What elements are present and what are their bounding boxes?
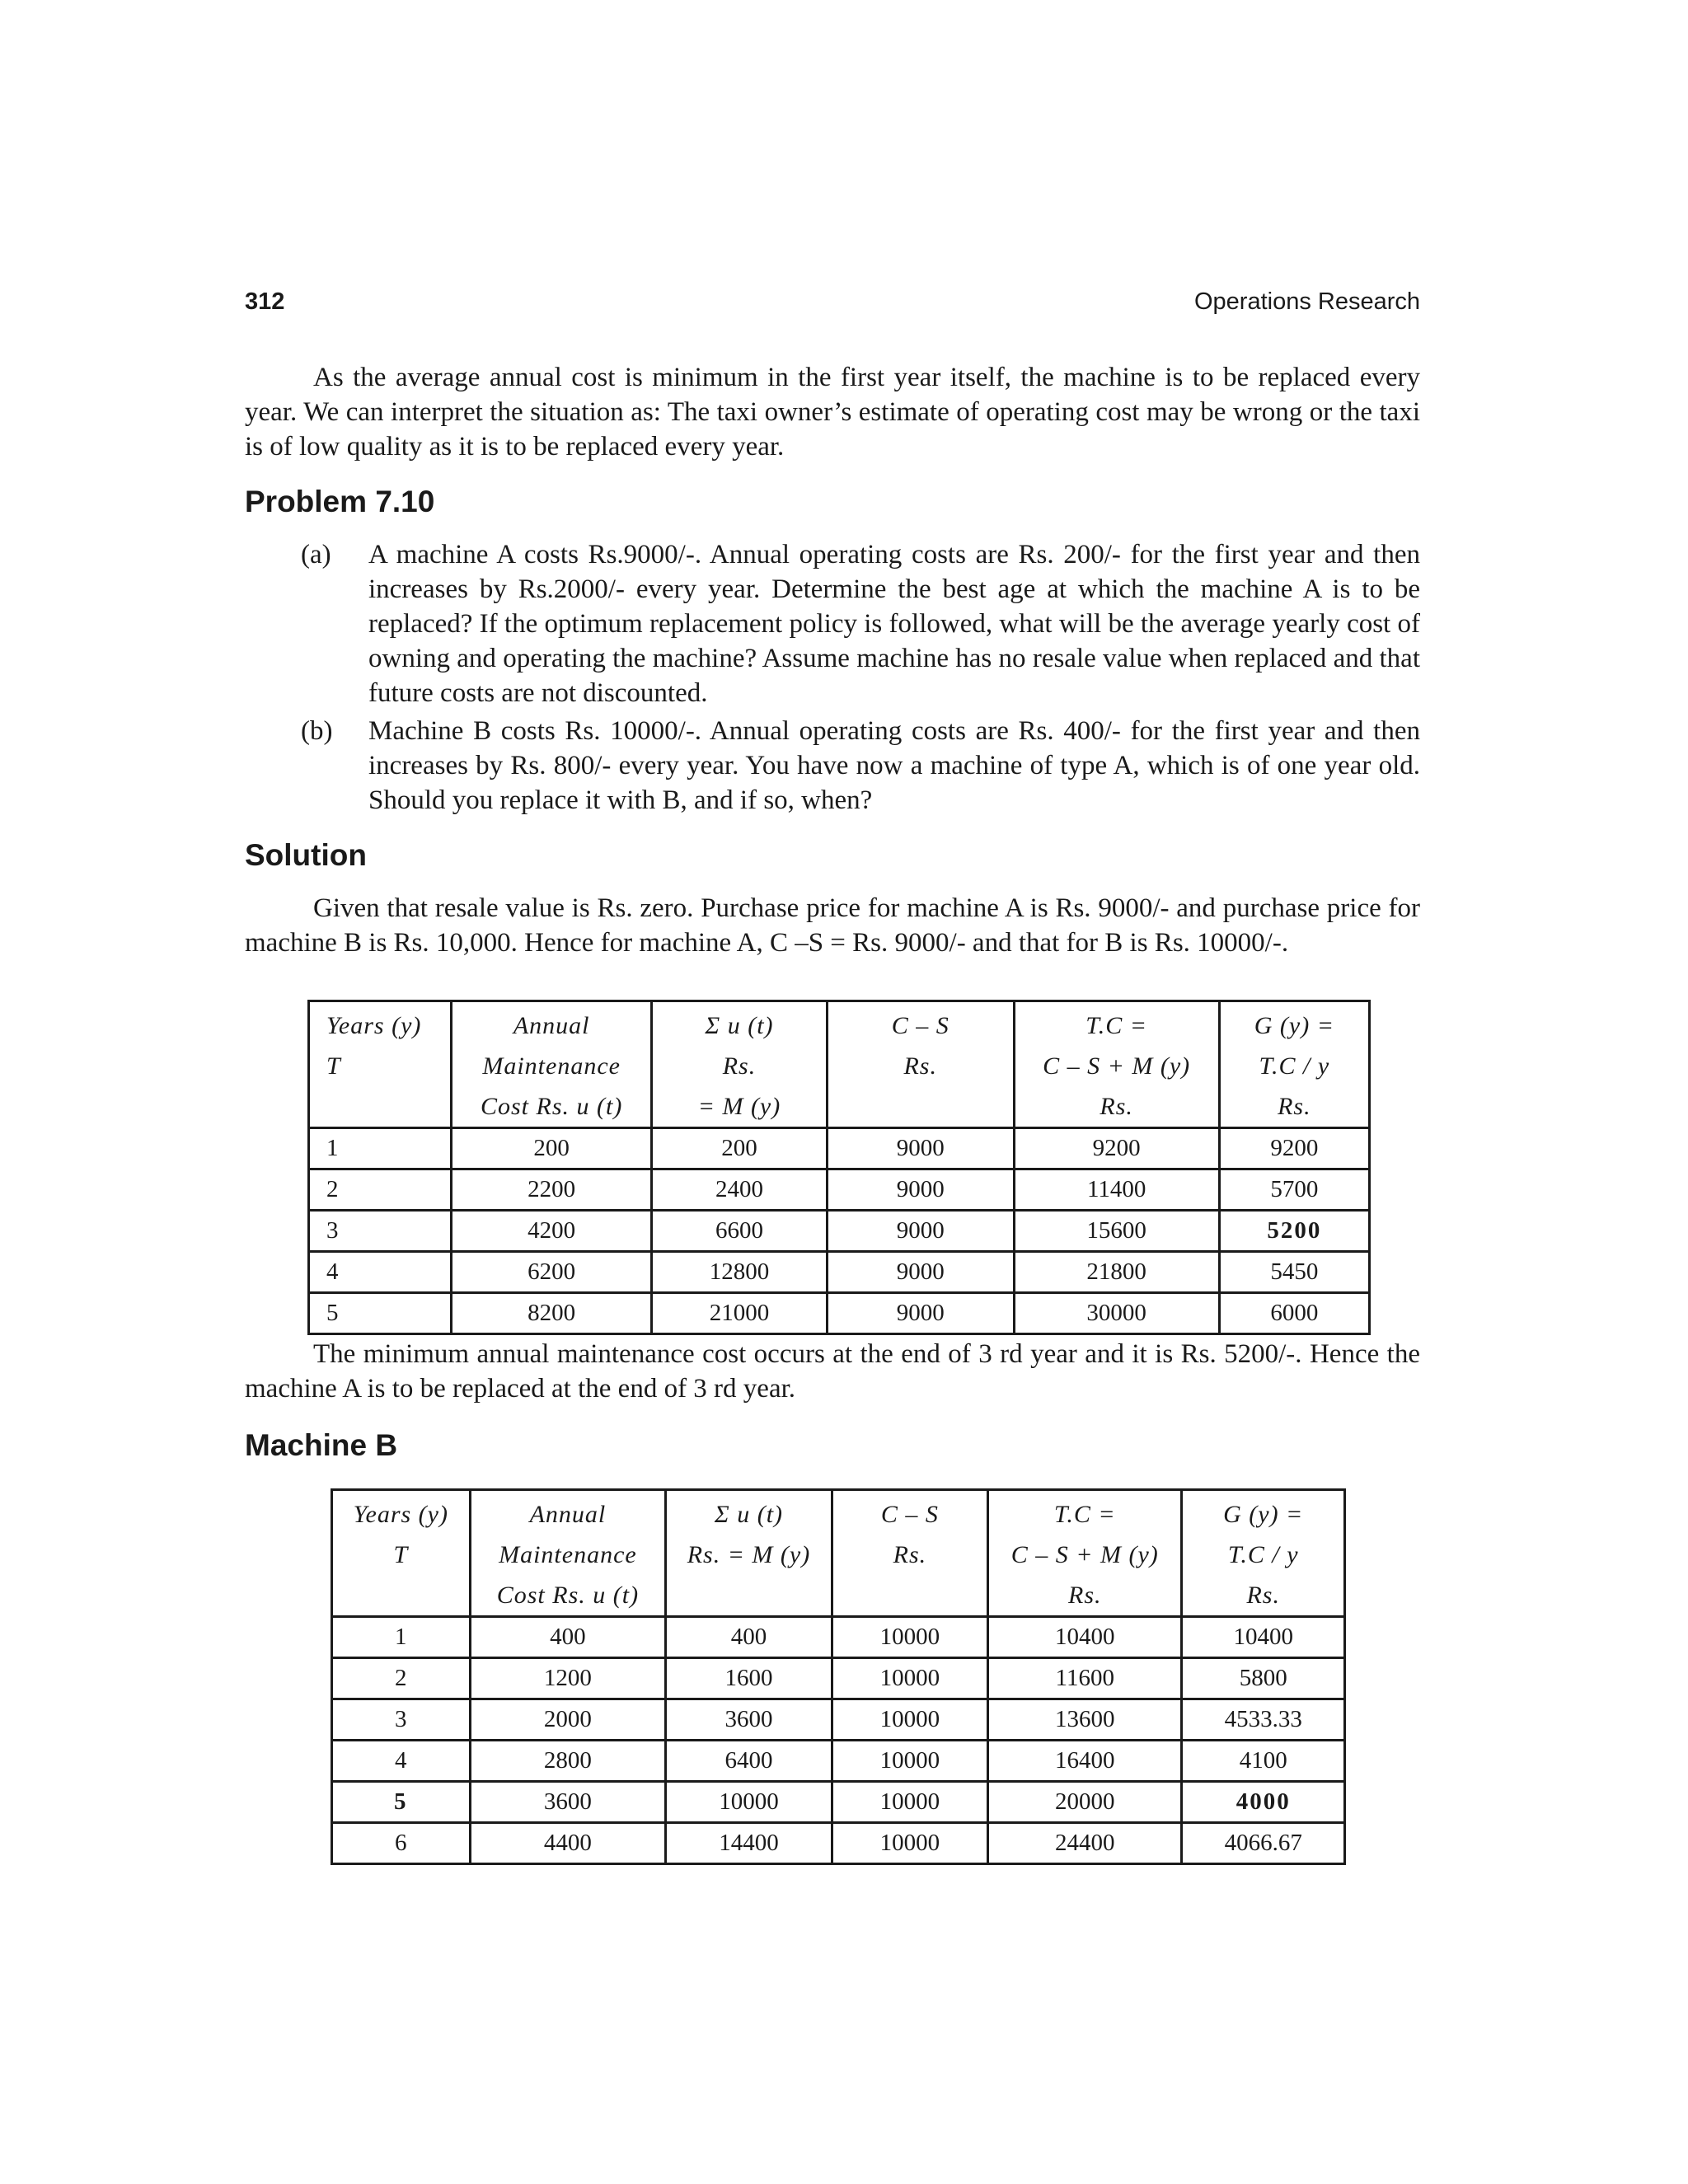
table-row [309, 1211, 1370, 1252]
table-row [309, 1252, 1370, 1293]
table-cell: 1 [332, 1617, 471, 1658]
table-cell: 20000 [988, 1782, 1182, 1823]
table-cell: 6000 [1219, 1293, 1369, 1334]
table-cell-minimum [1219, 1211, 1369, 1252]
table-cell: 30000 [1014, 1293, 1219, 1334]
table-cell: 6600 [652, 1211, 828, 1252]
table-row [332, 1782, 1345, 1823]
table-cell: 10000 [832, 1741, 987, 1782]
table-cell: 200 [652, 1128, 828, 1169]
header-cell-c-minus-s: C – S Rs. [832, 1490, 987, 1617]
problem-item-b [301, 714, 1420, 818]
table-cell: 400 [470, 1617, 666, 1658]
table-cell: 4 [309, 1252, 452, 1293]
header-cell-total-cost: T.C = C – S + M (y) Rs. [1014, 1001, 1219, 1128]
table-cell: 1200 [470, 1658, 666, 1699]
table-cell: 10000 [666, 1782, 832, 1823]
table-cell: 4200 [452, 1211, 652, 1252]
table-cell-optimal-year [332, 1782, 471, 1823]
table-cell: 2400 [652, 1169, 828, 1211]
table-row [309, 1293, 1370, 1334]
table-cell: 10000 [832, 1699, 987, 1741]
problem-item-b-text: Machine B costs Rs. 10000/-. Annual operating costs are Rs. 400/- for the first year and then increases by Rs. 800/- every year. You have now a machine of type A, which is of one year old. Should you replace it with B, and if so, when? [368, 716, 1420, 815]
table-row [332, 1699, 1345, 1741]
table-cell: 10000 [832, 1658, 987, 1699]
table-cell-minimum [1182, 1782, 1345, 1823]
table-row [309, 1128, 1370, 1169]
table-cell: 4400 [470, 1823, 666, 1864]
running-header [245, 288, 1420, 321]
table-cell: 10000 [832, 1823, 987, 1864]
table-cell: 10400 [1182, 1617, 1345, 1658]
table-cell: 5 [309, 1293, 452, 1334]
header-cell-cumulative-maintenance: Σ u (t) Rs. = M (y) [666, 1490, 832, 1617]
problem-item-a [301, 537, 1420, 710]
table-cell: 9200 [1014, 1128, 1219, 1169]
table-cell: 8200 [452, 1293, 652, 1334]
table-row [332, 1823, 1345, 1864]
header-cell-annual-maintenance: Annual Maintenance Cost Rs. u (t) [452, 1001, 652, 1128]
table-cell: 9000 [827, 1293, 1014, 1334]
machine-b-table [331, 1488, 1346, 1865]
minimum-value: 5200 [1267, 1217, 1322, 1244]
table-header-row [309, 1001, 1370, 1128]
header-cell-years: Years (y) T [332, 1490, 471, 1617]
table-cell: 6200 [452, 1252, 652, 1293]
table-cell: 2800 [470, 1741, 666, 1782]
table-cell: 24400 [988, 1823, 1182, 1864]
table-cell: 11400 [1014, 1169, 1219, 1211]
table-row [332, 1741, 1345, 1782]
table-cell: 2000 [470, 1699, 666, 1741]
solution-heading: Solution [245, 838, 367, 872]
table-cell: 10000 [832, 1617, 987, 1658]
table-cell: 21000 [652, 1293, 828, 1334]
header-cell-c-minus-s: C – S Rs. [827, 1001, 1014, 1128]
table-cell: 3 [309, 1211, 452, 1252]
table-cell: 5450 [1219, 1252, 1369, 1293]
table-cell: 16400 [988, 1741, 1182, 1782]
table-cell: 13600 [988, 1699, 1182, 1741]
solution-paragraph: Given that resale value is Rs. zero. Purchase price for machine A is Rs. 9000/- and purchase price for machine B is Rs. 10,000. Hence for machine A, C –S = Rs. 9000/- and that for B is Rs. 10000/-. [245, 893, 1420, 958]
machine-b-heading: Machine B [245, 1428, 398, 1462]
problem-item-b-label: (b) [301, 716, 333, 746]
table-cell: 2200 [452, 1169, 652, 1211]
table-cell: 6 [332, 1823, 471, 1864]
table-cell: 5800 [1182, 1658, 1345, 1699]
table-cell: 10000 [832, 1782, 987, 1823]
table-cell: 6400 [666, 1741, 832, 1782]
table-cell: 200 [452, 1128, 652, 1169]
table-row [332, 1617, 1345, 1658]
machine-a-table [307, 1000, 1371, 1335]
table-cell: 9000 [827, 1211, 1014, 1252]
table-cell: 10400 [988, 1617, 1182, 1658]
header-cell-annual-maintenance: Annual Maintenance Cost Rs. u (t) [470, 1490, 666, 1617]
table-header-row [332, 1490, 1345, 1617]
table-cell: 21800 [1014, 1252, 1219, 1293]
header-cell-average-cost: G (y) = T.C / y Rs. [1182, 1490, 1345, 1617]
header-cell-average-cost: G (y) = T.C / y Rs. [1219, 1001, 1369, 1128]
table-cell: 4533.33 [1182, 1699, 1345, 1741]
table-cell: 400 [666, 1617, 832, 1658]
table-cell: 2 [309, 1169, 452, 1211]
table-cell: 3 [332, 1699, 471, 1741]
table-cell: 14400 [666, 1823, 832, 1864]
table-cell: 9000 [827, 1128, 1014, 1169]
table-cell: 2 [332, 1658, 471, 1699]
table-cell: 1 [309, 1128, 452, 1169]
header-cell-total-cost: T.C = C – S + M (y) Rs. [988, 1490, 1182, 1617]
table-row [309, 1169, 1370, 1211]
problem-item-a-text: A machine A costs Rs.9000/-. Annual operating costs are Rs. 200/- for the first year and then increases by Rs.2000/- every year. Determine the best age at which the machine A is to be replaced? If the optimum replacement policy is followed, what will be the average yearly cost of owning and operating the machine? Assume machine has no resale value when replaced and that future costs are not discounted. [368, 540, 1420, 708]
table-cell: 4066.67 [1182, 1823, 1345, 1864]
table-cell: 9000 [827, 1169, 1014, 1211]
table-cell: 1600 [666, 1658, 832, 1699]
table-cell: 11600 [988, 1658, 1182, 1699]
table-cell: 15600 [1014, 1211, 1219, 1252]
table-cell: 9000 [827, 1252, 1014, 1293]
header-cell-years: Years (y) T [309, 1001, 452, 1128]
table-cell: 9200 [1219, 1128, 1369, 1169]
table-cell: 3600 [470, 1782, 666, 1823]
problem-heading: Problem 7.10 [245, 485, 435, 518]
header-cell-cumulative-maintenance: Σ u (t) Rs. = M (y) [652, 1001, 828, 1128]
table-cell: 4100 [1182, 1741, 1345, 1782]
table-cell: 4 [332, 1741, 471, 1782]
book-title: Operations Research [1193, 288, 1420, 315]
optimal-year-value: 5 [394, 1788, 408, 1815]
table-row [332, 1658, 1345, 1699]
problem-item-a-label: (a) [301, 540, 331, 569]
table-cell: 3600 [666, 1699, 832, 1741]
conclusion-paragraph: The minimum annual maintenance cost occurs at the end of 3 rd year and it is Rs. 5200/-. Hence the machine A is to be replaced at the end of 3 rd year. [245, 1339, 1420, 1404]
minimum-value: 4000 [1236, 1788, 1291, 1815]
intro-paragraph: As the average annual cost is minimum in the first year itself, the machine is to be replaced every year. We can interpret the situation as: The taxi owner’s estimate of operating cost may be wrong or the taxi is of low quality as it is to be replaced every year. [245, 363, 1420, 462]
table-cell: 5700 [1219, 1169, 1369, 1211]
page-number: 312 [245, 288, 285, 315]
table-cell: 12800 [652, 1252, 828, 1293]
